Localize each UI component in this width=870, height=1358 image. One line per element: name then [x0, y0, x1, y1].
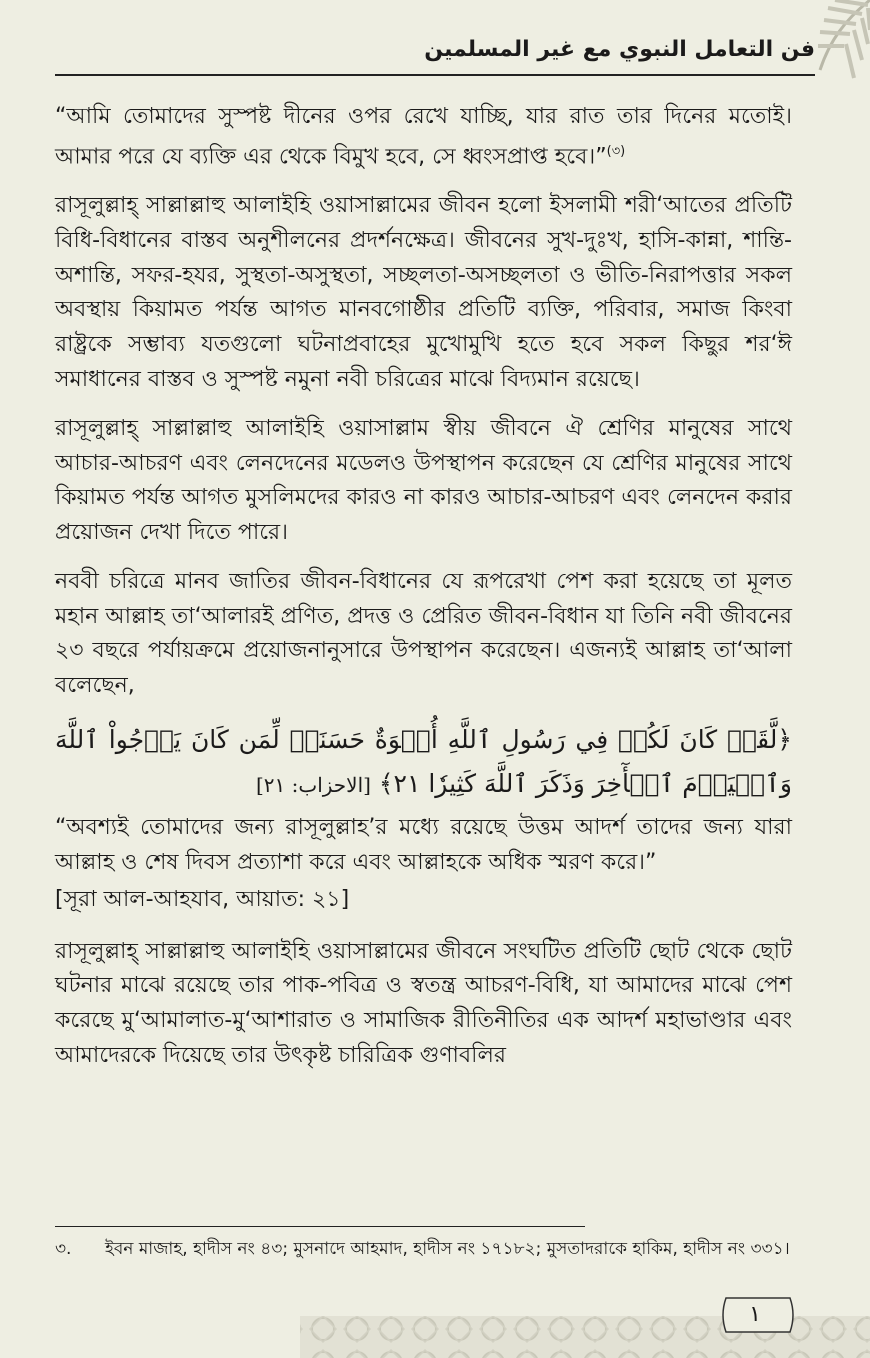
- page-number: ١: [749, 1302, 761, 1327]
- footnote: [55, 1236, 792, 1262]
- surah-citation: [সূরা আল-আহযাব, আয়াত: ২১]: [55, 886, 350, 912]
- paragraph-2: রাসূলুল্লাহ্‌ সাল্লাল্লাহু আলাইহি ওয়াসাল্লাম স্বীয় জীবনে ঐ শ্রেণির মানুষের সাথে আচার-আচরণ এবং লেনদেনের মডেলও উপস্থাপন করেছেন যে শ্রেণির মানুষের সাথে কিয়ামত পর্যন্ত আগত মুসলিমদের কারও না কারও আচার-আচরণ এবং লেনদেন করার প্রয়োজন দেখা দিতে পারে।: [55, 415, 792, 546]
- main-text: [55, 100, 792, 1088]
- paragraph-1: রাসূলুল্লাহ্‌ সাল্লাল্লাহু আলাইহি ওয়াসাল্লামের জীবন হলো ইসলামী শরী‘আতের প্রতিটি বিধি-বিধানের বাস্তব অনুশীলনের প্রদর্শনক্ষেত্র। জীবনের সুখ-দুঃখ, হাসি-কান্না, শান্তি-অশান্তি, সফর-হযর, সুস্থতা-অসুস্থতা, সচ্ছলতা-অসচ্ছলতা ও ভীতি-নিরাপত্তার সকল অবস্থায় কিয়ামত পর্যন্ত আগত মানবগোষ্ঠীর প্রতিটি ব্যক্তি, পরিবার, সমাজ কিংবা রাষ্ট্রকে সম্ভাব্য যতগুলো ঘটনাপ্রবাহের মুখোমুখি হতে হবে সকল কিছুর শর‘ঈ সমাধানের বাস্তব ও সুস্পষ্ট নমুনা নবী চরিত্রের মাঝে বিদ্যমান রয়েছে।: [55, 192, 792, 392]
- paragraph-3: নববী চরিত্রে মানব জাতির জীবন-বিধানের যে রূপরেখা পেশ করা হয়েছে তা মূলত মহান আল্লাহ তা‘আলারই প্রণিত, প্রদত্ত ও প্রেরিত জীবন-বিধান যা তিনি নবী জীবনের ২৩ বছরে পর্যায়ক্রমে প্রয়োজনানুসারে উপস্থাপন করেছেন। এজন্যই আল্লাহ তা‘আলা বলেছেন,: [55, 568, 792, 699]
- header-rule: [55, 74, 815, 76]
- quran-verse: [55, 718, 792, 807]
- quran-verse-reference: [الاحزاب: ٢١]: [255, 773, 371, 798]
- footnote-mark: (৩): [606, 143, 626, 159]
- hadith-quote: [55, 100, 792, 175]
- footnote-number: ৩.: [55, 1239, 72, 1259]
- running-header-title: فن التعامل النبوي مع غير المسلمين: [424, 37, 815, 62]
- footnote-text: ইবন মাজাহ, হাদীস নং ৪৩; মুসনাদে আহমাদ, হাদীস নং ১৭১৮২; মুসতাদরাকে হাকিম, হাদীস নং ৩৩১।: [105, 1239, 790, 1259]
- hadith-quote-text: “আমি তোমাদের সুস্পষ্ট দীনের ওপর রেখে যাচ্ছি, যার রাত তার দিনের মতোই। আমার পরে যে ব্যক্তি এর থেকে বিমুখ হবে, সে ধ্বংসপ্রাপ্ত হবে।”: [55, 104, 792, 170]
- footnote-rule: [55, 1226, 585, 1227]
- quran-verse-text: ﴿لَّقَدۡ كَانَ لَكُمۡ فِي رَسُولِ ٱللَّهِ أُسۡوَةٌ حَسَنَةٞ لِّمَن كَانَ يَرۡجُواْ ٱللَّهَ وَٱلۡيَوۡمَ ٱلۡأٓخِرَ وَذَكَرَ ٱللَّهَ كَثِيرٗا ٢١﴾: [55, 725, 792, 799]
- paragraph-4: রাসূলুল্লাহ্‌ সাল্লাল্লাহু আলাইহি ওয়াসাল্লামের জীবনে সংঘটিত প্রতিটি ছোট থেকে ছোট ঘটনার মাঝে রয়েছে তার পাক-পবিত্র ও স্বতন্ত্র আচরণ-বিধি, যা আমাদের মাঝে পেশ করেছে মু‘আমালাত-মু‘আশারাত ও সামাজিক রীতিনীতির এক আদর্শ মহাভাণ্ডার এবং আমাদেরকে দিয়েছে তার উৎকৃষ্ট চারিত্রিক গুণাবলির: [55, 938, 792, 1069]
- verse-translation: “অবশ্যই তোমাদের জন্য রাসূলুল্লাহ’র মধ্যে রয়েছে উত্তম আদর্শ তাদের জন্য যারা আল্লাহ ও শেষ দিবস প্রত্যাশা করে এবং আল্লাহকে অধিক স্মরণ করে।”: [55, 815, 792, 875]
